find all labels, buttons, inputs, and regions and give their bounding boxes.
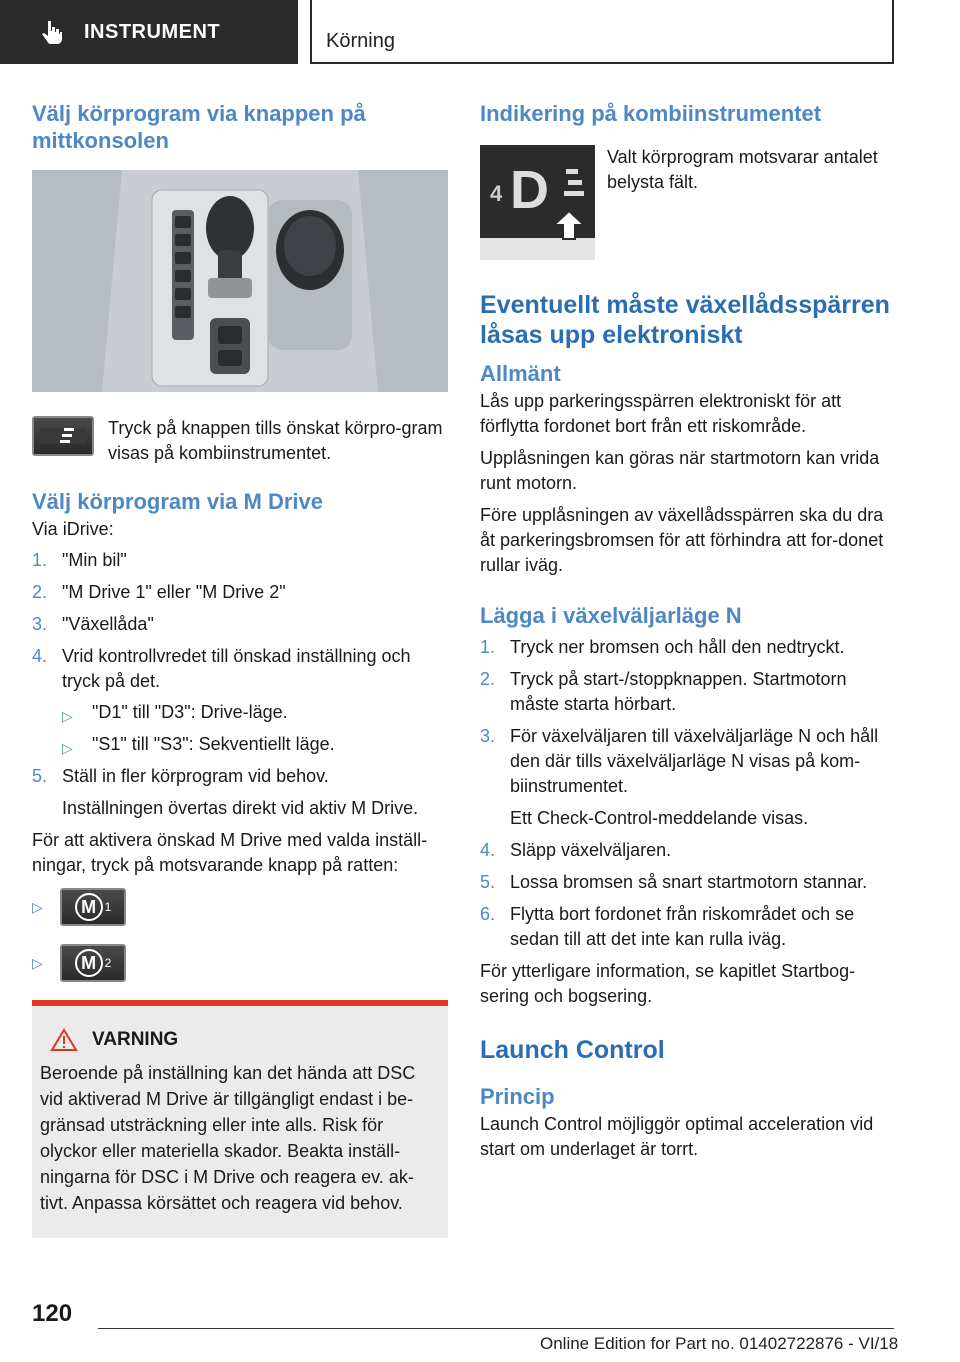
warning-box — [32, 1000, 448, 1238]
triangle-bullet-icon: ▷ — [62, 708, 73, 724]
list-item: 1. "Min bil" — [32, 550, 127, 570]
warning-triangle-icon — [50, 1028, 78, 1052]
chapter-label: Körning — [326, 30, 395, 52]
list-item: 4. Vrid kontrollvredet till önskad inställning och tryck på det. ▷ "D1" till "D3": Drive-läge. ▷ "S1" till "S3": Sekventiellt läge. — [32, 644, 448, 757]
list-item: 4. Släpp växelväljaren. — [480, 840, 672, 860]
arrow-up-icon — [552, 209, 586, 241]
display-gear-letter: D — [510, 160, 549, 220]
list-item: 3. "Växellåda" — [32, 614, 154, 634]
sub-list-item: ▷ "D1" till "D3": Drive-läge. — [62, 700, 448, 725]
warning-text: Beroende på inställning kan det hända att DSC vid aktiverad M Drive är tillgängligt endast i be-gränsad utsträckning eller inte alls. Risk för olyckor eller materiella skador. Beakta inställ-ningarna för DSC i M Drive och reagera ev. ak-tivt. Anpassa körsättet och reagera vid behov. — [40, 1063, 416, 1213]
m2-button-icon: M 2 — [60, 944, 126, 982]
more-info: För ytterligare information, se kapitlet Startbog-sering och bogsering. — [480, 961, 856, 1006]
general-p1: Lås upp parkeringsspärren elektroniskt för att förflytta fordonet bort från ett riskområde. — [480, 391, 842, 436]
indication-text: Valt körprogram motsvarar antalet belysta fält. — [607, 147, 878, 192]
heading-principle: Princip — [480, 1084, 555, 1109]
list-item: 6. Flytta bort fordonet från riskområdet och se sedan till att det inte kan rulla iväg. — [480, 904, 855, 949]
list-item: 5. Lossa bromsen så snart startmotorn stannar. — [480, 872, 868, 892]
warning-title: VARNING — [92, 1029, 179, 1050]
m1-button-icon: M 1 — [60, 888, 126, 926]
center-console-photo — [32, 170, 448, 392]
m1-row — [32, 888, 448, 926]
sub-list-item: ▷ "S1" till "S3": Sekventiellt läge. — [62, 732, 448, 757]
list-item: 5. Ställ in fler körprogram vid behov. Inställningen övertas direkt vid aktiv M Drive. — [32, 764, 448, 821]
list-item: 2. Tryck på start-/stoppknappen. Startmotorn måste starta hörbart. — [480, 669, 847, 714]
chapter-tab[interactable] — [310, 0, 894, 64]
left-column — [32, 100, 448, 1238]
sub-list — [62, 700, 448, 757]
principle-text: Launch Control möjliggör optimal acceleration vid start om underlaget är torrt. — [480, 1114, 874, 1159]
drive-mode-button-icon — [32, 416, 94, 456]
general-p3: Före upplåsningen av växellådsspärren ska du dra åt parkeringsbromsen för att förhindra att for-donet rullar iväg. — [480, 505, 884, 575]
heading-launch-control: Launch Control — [480, 1036, 665, 1064]
heading-select-console: Välj körprogram via knappen på mittkonsolen — [32, 101, 366, 153]
heading-general: Allmänt — [480, 361, 561, 386]
section-tab[interactable] — [0, 0, 298, 64]
heading-indication: Indikering på kombiinstrumentet — [480, 101, 822, 126]
footer-edition: Online Edition for Part no. 01402722876 - VI/18 — [540, 1334, 899, 1353]
page-number: 120 — [32, 1300, 73, 1327]
triangle-bullet-icon: ▷ — [32, 898, 43, 915]
footer-divider — [98, 1328, 894, 1329]
heading-neutral: Lägga i växelväljarläge N — [480, 603, 742, 628]
display-gear-number: 4 — [490, 181, 503, 206]
triangle-bullet-icon: ▷ — [62, 740, 73, 756]
list-item: 2. "M Drive 1" eller "M Drive 2" — [32, 582, 286, 602]
section-label: INSTRUMENT — [84, 20, 221, 43]
mdrive-steps — [32, 548, 448, 821]
step5-note: Inställningen övertas direkt vid aktiv M Drive. — [62, 798, 419, 818]
heading-select-mdrive: Välj körprogram via M Drive — [32, 489, 323, 514]
list-item: 1. Tryck ner bromsen och håll den nedtryckt. — [480, 637, 845, 657]
activate-text: För att aktivera önskad M Drive med valda inställ-ningar, tryck på motsvarande knapp på ratten: — [32, 830, 428, 875]
right-column — [480, 100, 896, 1162]
m2-row — [32, 944, 448, 982]
button-caption: Tryck på knappen tills önskat körpro-gram visas på kombiinstrumentet. — [108, 418, 443, 463]
hand-pointer-icon — [40, 19, 64, 45]
via-idrive: Via iDrive: — [32, 519, 114, 539]
general-p2: Upplåsningen kan göras när startmotorn kan vrida runt motorn. — [480, 448, 880, 493]
step3-note: Ett Check-Control-meddelande visas. — [510, 808, 809, 828]
button-caption-row — [32, 416, 448, 466]
instrument-display-image — [480, 145, 595, 260]
mode-bars-icon — [560, 167, 590, 207]
indication-row — [480, 145, 896, 260]
heading-unlock: Eventuellt måste växellådsspärren låsas upp elektroniskt — [480, 291, 890, 349]
triangle-bullet-icon: ▷ — [32, 954, 43, 971]
list-item: 3. För växelväljaren till växelväljarläge N och håll den där tills växelväljarläge N visas på kom-biinstrumentet. Ett Check-Control-meddelande visas. — [480, 724, 896, 831]
neutral-steps — [480, 635, 896, 952]
